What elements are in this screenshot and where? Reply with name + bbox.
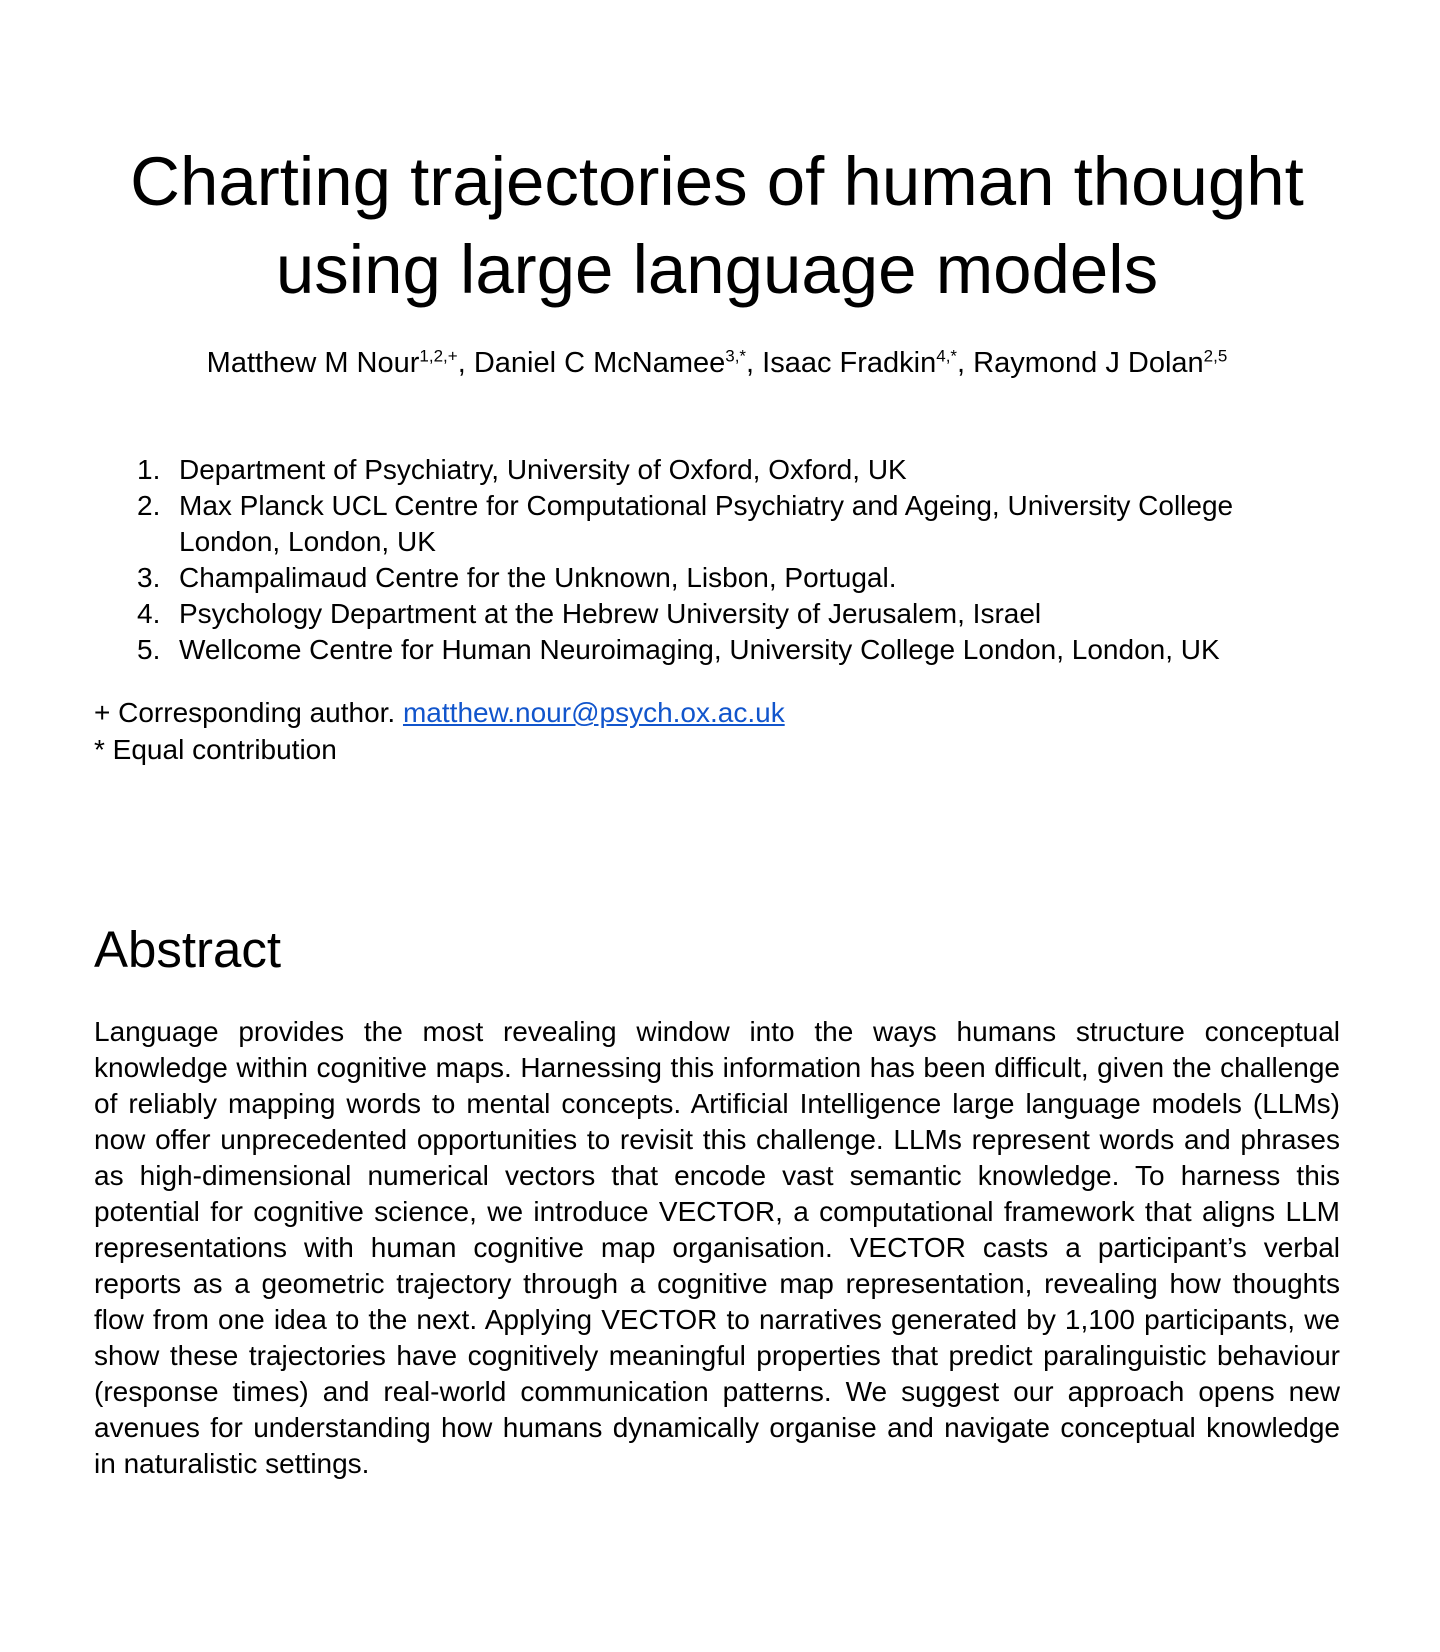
- affiliation-number: 4.: [137, 598, 161, 629]
- paper-title-line: Charting trajectories of human thought: [130, 143, 1304, 220]
- author-superscript: 2,5: [1203, 346, 1228, 366]
- author-superscript: 1,2,+: [419, 346, 458, 366]
- author-superscript: 3,*: [725, 346, 747, 366]
- affiliation-number: 1.: [137, 454, 161, 485]
- affiliation-item: [94, 560, 1340, 596]
- authors-line: Matthew M Nour$^{1,2,+}$, Daniel C McNamee$^{3,*}$, Isaac Fradkin$^{4,*}$, Raymond J Dolan$^{2,5}$: [206, 346, 1228, 379]
- affiliation-text: Psychology Department at the Hebrew University of Jerusalem, Israel: [179, 598, 1042, 629]
- author-name: Isaac Fradkin: [762, 347, 937, 379]
- affiliation-number: 3.: [137, 562, 161, 593]
- corresponding-author-note: [94, 694, 1340, 731]
- author-name: Raymond J Dolan: [973, 347, 1204, 379]
- corresponding-email-link[interactable]: matthew.nour@psych.ox.ac.uk: [402, 697, 785, 728]
- affiliation-item: [94, 632, 1340, 668]
- abstract-paragraph: Language provides the most revealing window into the ways humans structure conceptual knowledge within cognitive maps. Harnessing this information has been difficult, given the challenge of reliably mapping words to mental concepts. Artificial Intelligence large language models (LLMs) now offer unprecedented opportunities to revisit this challenge. LLMs represent words and phrases as high-dimensional numerical vectors that encode vast semantic knowledge. To harness this potential for cognitive science, we introduce VECTOR, a computational framework that aligns LLM representations with human cognitive map organisation. VECTOR casts a participant’s verbal reports as a geometric trajectory through a cognitive map representation, revealing how thoughts flow from one idea to the next. Applying VECTOR to narratives generated by 1,100 participants, we show these trajectories have cognitively meaningful properties that predict paralinguistic behaviour (response times) and real-world communication patterns. We suggest our approach opens new avenues for understanding how humans dynamically organise and navigate conceptual knowledge in naturalistic settings.: [94, 1016, 1340, 1479]
- paper-title-line: using large language models: [275, 231, 1159, 308]
- equal-contribution-note: * Equal contribution: [94, 734, 337, 765]
- affiliation-text: Champalimaud Centre for the Unknown, Lisbon, Portugal.: [179, 562, 897, 593]
- affiliation-number: 5.: [137, 634, 161, 665]
- author-name: Daniel C McNamee: [473, 347, 726, 379]
- abstract-heading: Abstract: [94, 921, 282, 978]
- affiliation-text: Wellcome Centre for Human Neuroimaging, University College London, London, UK: [179, 634, 1220, 665]
- affiliation-item: [94, 488, 1340, 560]
- affiliation-text: Department of Psychiatry, University of Oxford, Oxford, UK: [179, 454, 907, 485]
- footnotes-block: [94, 694, 1340, 768]
- affiliation-number: 2.: [137, 490, 161, 521]
- author-name: Matthew M Nour: [206, 347, 420, 379]
- affiliation-text: Max Planck UCL Centre for Computational Psychiatry and Ageing, University College London, London, UK: [179, 490, 1234, 557]
- author-superscript: 4,*: [936, 346, 958, 366]
- affiliation-item: [94, 596, 1340, 632]
- affiliations-list: [94, 452, 1340, 668]
- paper-title: [94, 0, 1340, 314]
- corresponding-author-label: + Corresponding author.: [94, 697, 403, 728]
- affiliation-item: [94, 452, 1340, 488]
